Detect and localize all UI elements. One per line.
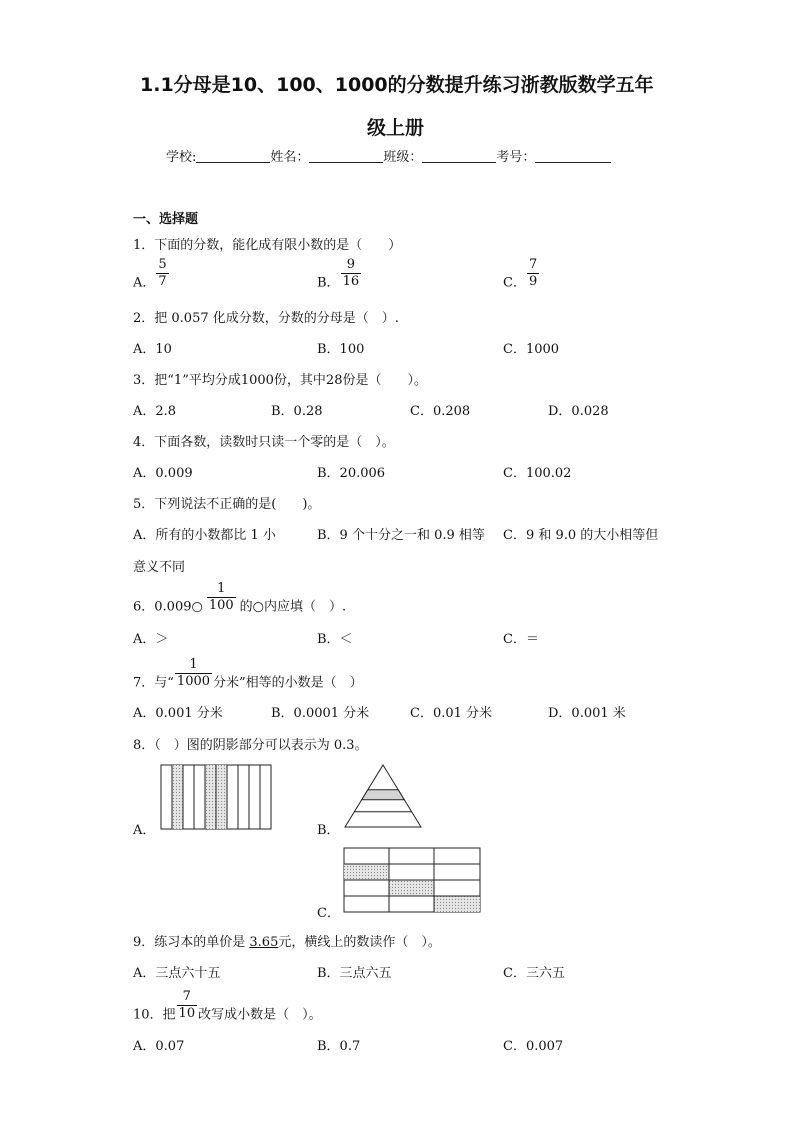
- name-label: 姓名：: [270, 150, 310, 165]
- q1-option-b[interactable]: B． $\frac{9}{16}$: [317, 257, 360, 291]
- q5-option-b[interactable]: B．9 个十分之一和 0.9 相等: [317, 528, 485, 543]
- q10-stem: 10．把 $\frac{7}{10}$ 改写成小数是（ ）。: [133, 989, 322, 1023]
- q6-stem: 6．0.009○ $\frac{1}{100}$ 的○内应填（ ）.: [133, 581, 347, 615]
- q10-option-b[interactable]: B．0.7: [317, 1039, 361, 1054]
- q8-option-c-label[interactable]: C．: [317, 906, 340, 921]
- q2-stem: 2．把 0.057 化成分数，分数的分母是（ ）.: [133, 311, 399, 326]
- q9-stem: 9．练习本的单价是 3.65元，横线上的数读作（ ）。: [133, 935, 441, 950]
- q6-option-b[interactable]: B．＜: [317, 632, 353, 647]
- q4-option-b[interactable]: B．20.006: [317, 466, 386, 481]
- q9-option-b[interactable]: B．三点六五: [317, 966, 392, 981]
- q6-option-c[interactable]: C．＝: [503, 632, 539, 647]
- q9-option-c[interactable]: C．三六五: [503, 966, 565, 981]
- number-label: 考号：: [496, 150, 536, 165]
- class-label: 班级：: [383, 150, 423, 165]
- q10-option-c[interactable]: C．0.007: [503, 1039, 564, 1054]
- q8-option-b-label[interactable]: B．: [317, 823, 340, 838]
- page-title-line2: 级上册: [367, 117, 425, 139]
- q9-underlined-number: 3.65: [249, 935, 279, 950]
- q3-option-d[interactable]: D．0.028: [548, 404, 609, 419]
- q7-stem: 7．与“ $\frac{1}{1000}$ 分米”相等的小数是（ ）: [133, 657, 363, 691]
- q2-option-c[interactable]: C．1000: [503, 342, 560, 357]
- q4-stem: 4．下面各数，读数时只读一个零的是（ ）。: [133, 435, 395, 450]
- q3-option-a[interactable]: A．2.8: [133, 404, 177, 419]
- school-blank[interactable]: [196, 149, 270, 163]
- number-blank[interactable]: [535, 149, 611, 163]
- q5-stem: 5．下列说法不正确的是( )。: [133, 497, 321, 512]
- student-info-line: [166, 146, 611, 165]
- name-blank[interactable]: [309, 149, 383, 163]
- q10-option-a[interactable]: A．0.07: [133, 1039, 185, 1054]
- q8-stem: 8．（ ）图的阴影部分可以表示为 0.3。: [133, 738, 368, 753]
- class-blank[interactable]: [422, 149, 496, 163]
- q7-option-d[interactable]: D．0.001 米: [548, 706, 626, 721]
- page-title-line1: 1.1分母是10、100、1000的分数提升练习浙教版数学五年: [140, 74, 654, 96]
- q8-figure-a-striped-rectangle: [160, 764, 272, 830]
- q1-option-a[interactable]: A． $\frac{5}{7}$: [133, 257, 167, 291]
- q5-option-a[interactable]: A．所有的小数都比 1 小: [133, 528, 276, 543]
- q8-figure-c-grid: [343, 847, 481, 913]
- q7-option-b[interactable]: B．0.0001 分米: [271, 706, 370, 721]
- school-label: 学校:: [166, 150, 197, 165]
- q3-option-c[interactable]: C．0.208: [410, 404, 471, 419]
- q8-option-a-label[interactable]: A．: [133, 823, 156, 838]
- q4-option-c[interactable]: C．100.02: [503, 466, 572, 481]
- q1-stem: 1．下面的分数，能化成有限小数的是（ ）: [133, 238, 402, 253]
- q2-option-b[interactable]: B．100: [317, 342, 365, 357]
- q3-option-b[interactable]: B．0.28: [271, 404, 323, 419]
- q6-option-a[interactable]: A．＞: [133, 632, 169, 647]
- q7-option-a[interactable]: A．0.001 分米: [133, 706, 223, 721]
- q2-option-a[interactable]: A．10: [133, 342, 172, 357]
- q7-option-c[interactable]: C．0.01 分米: [410, 706, 493, 721]
- q5-option-c[interactable]: C．9 和 9.0 的大小相等但: [503, 528, 659, 543]
- q1-option-c[interactable]: C． $\frac{7}{9}$: [503, 257, 538, 291]
- q8-figure-b-triangle: [343, 763, 423, 829]
- q3-stem: 3．把“1”平均分成1000份，其中28份是（ ）。: [133, 373, 427, 388]
- q5-option-c-continued: 意义不同: [133, 560, 186, 575]
- section-heading: 一、选择题: [133, 212, 199, 227]
- q4-option-a[interactable]: A．0.009: [133, 466, 193, 481]
- q9-option-a[interactable]: A．三点六十五: [133, 966, 221, 981]
